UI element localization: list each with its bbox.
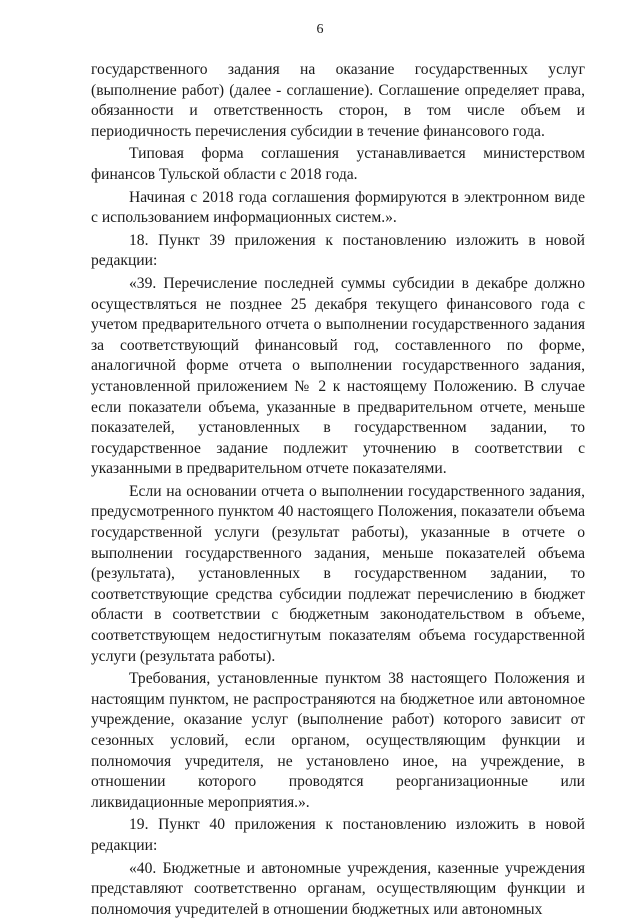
- paragraph-standard-form: Типовая форма соглашения устанавливается министерством финансов Тульской области с 2018 года.: [91, 145, 585, 183]
- paragraph-subsidy-agreement: государственного задания на оказание государственных услуг (выполнение работ) (далее - соглашение). Соглашение определяет права, обязанности и ответственность сторон, в том числе объем и периодичность перечисления субсидии в течение финансового года.: [91, 61, 585, 140]
- paragraph-item-19: 19. Пункт 40 приложения к постановлению изложить в новой редакции:: [91, 816, 585, 854]
- paragraph-clause-39: «39. Перечисление последней суммы субсидии в декабре должно осуществляться не позднее 25 декабря текущего финансового года с учетом предварительного отчета о выполнении государственного задания за соответствующий финансовый год, составленного по форме, аналогичной форме отчета о выполнении государственного задания, установленной приложением № 2 к настоящему Положению. В случае если показатели объема, указанные в предварительном отчете, меньше показателей, установленных в государственном задании, то государственное задание подлежит уточнению в соответствии с указанными в предварительном отчете показателями.: [91, 274, 585, 478]
- page-number: 6: [316, 22, 324, 37]
- paragraph-requirements: Требования, установленные пунктом 38 настоящего Положения и настоящим пунктом, не распространяются на бюджетное или автономное учреждение, оказание услуг (выполнение работ) которого зависит от сезонных условий, если органом, осуществляющим функции и полномочия учредителя, не установлено иное, на учреждение, в отношении которого проводятся реорганизационные или ликвидационные мероприятия.».: [91, 670, 585, 811]
- paragraph-item-18: 18. Пункт 39 приложения к постановлению изложить в новой редакции:: [91, 231, 585, 270]
- paragraph-report-basis: Если на основании отчета о выполнении государственного задания, предусмотренного пунктом 40 настоящего Положения, показатели объема государственной услуги (результат работы), указанные в отчете о выполнении государственного задания, меньше показателей объема (результата), установленных в государственном задании, то соответствующие средства субсидии подлежат перечислению в бюджет области в соответствии с бюджетным законодательством в объеме, соответствующем недостигнутым показателям объема государственной услуги (результата работы).: [91, 482, 585, 665]
- paragraph-clause-40: «40. Бюджетные и автономные учреждения, казенные учреждения представляют соответственно органам, осуществляющим функции и полномочия учредителей в отношении бюджетных или автономных: [91, 859, 585, 918]
- paragraph-electronic-form: Начиная с 2018 года соглашения формируются в электронном виде с использованием информационных систем.».: [91, 188, 585, 227]
- document-body: [91, 60, 585, 920]
